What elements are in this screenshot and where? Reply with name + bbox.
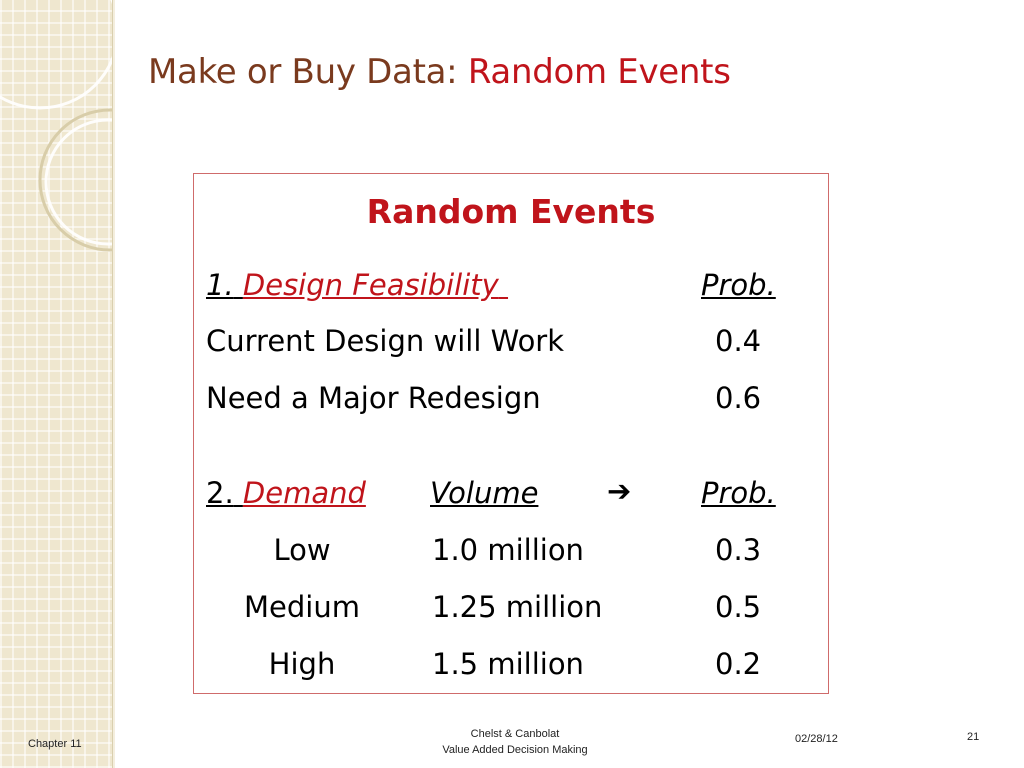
arrow-right-icon: ➔: [607, 474, 632, 508]
title-part-2: Random Events: [467, 52, 731, 92]
decorative-circles: [0, 0, 112, 768]
event2-prob: 0.3: [715, 533, 762, 567]
footer-credits: [380, 726, 650, 758]
event2-prob: 0.5: [715, 590, 762, 624]
event1-prob: 0.4: [715, 324, 762, 358]
event1-prob-header: Prob.: [701, 268, 776, 302]
event1-label: Design Feasibility: [242, 268, 499, 302]
event1-prob: 0.6: [715, 381, 762, 415]
event2-volume-header: Volume: [430, 476, 539, 510]
random-events-box: [193, 173, 829, 694]
event2-level: Medium: [244, 590, 360, 624]
event1-number: 1.: [206, 268, 234, 302]
event2-prob-header: Prob.: [701, 476, 776, 510]
event2-volume: 1.5 million: [432, 647, 584, 681]
event2-number: 2.: [206, 476, 234, 510]
event1-outcome: Need a Major Redesign: [206, 381, 541, 415]
slide-title: [148, 52, 731, 92]
event1-outcome: Current Design will Work: [206, 324, 565, 358]
title-part-1: Make or Buy Data:: [148, 52, 458, 92]
footer-chapter: Chapter 11: [28, 738, 82, 750]
event2-level: Low: [273, 533, 331, 567]
footer-book-title: Value Added Decision Making: [442, 744, 588, 756]
event2-label: Demand: [242, 476, 366, 510]
event1-header: [206, 268, 508, 302]
event2-header: [206, 476, 366, 510]
side-divider: [113, 0, 115, 768]
event2-volume: 1.0 million: [432, 533, 584, 567]
event2-volume: 1.25 million: [432, 590, 603, 624]
slide-number: 21: [967, 731, 980, 743]
event2-prob: 0.2: [715, 647, 762, 681]
decorative-side-panel: [0, 0, 113, 768]
event2-level: High: [268, 647, 336, 681]
footer-date: 02/28/12: [795, 733, 838, 745]
footer-authors: Chelst & Canbolat: [470, 728, 560, 740]
box-heading: Random Events: [366, 192, 656, 231]
